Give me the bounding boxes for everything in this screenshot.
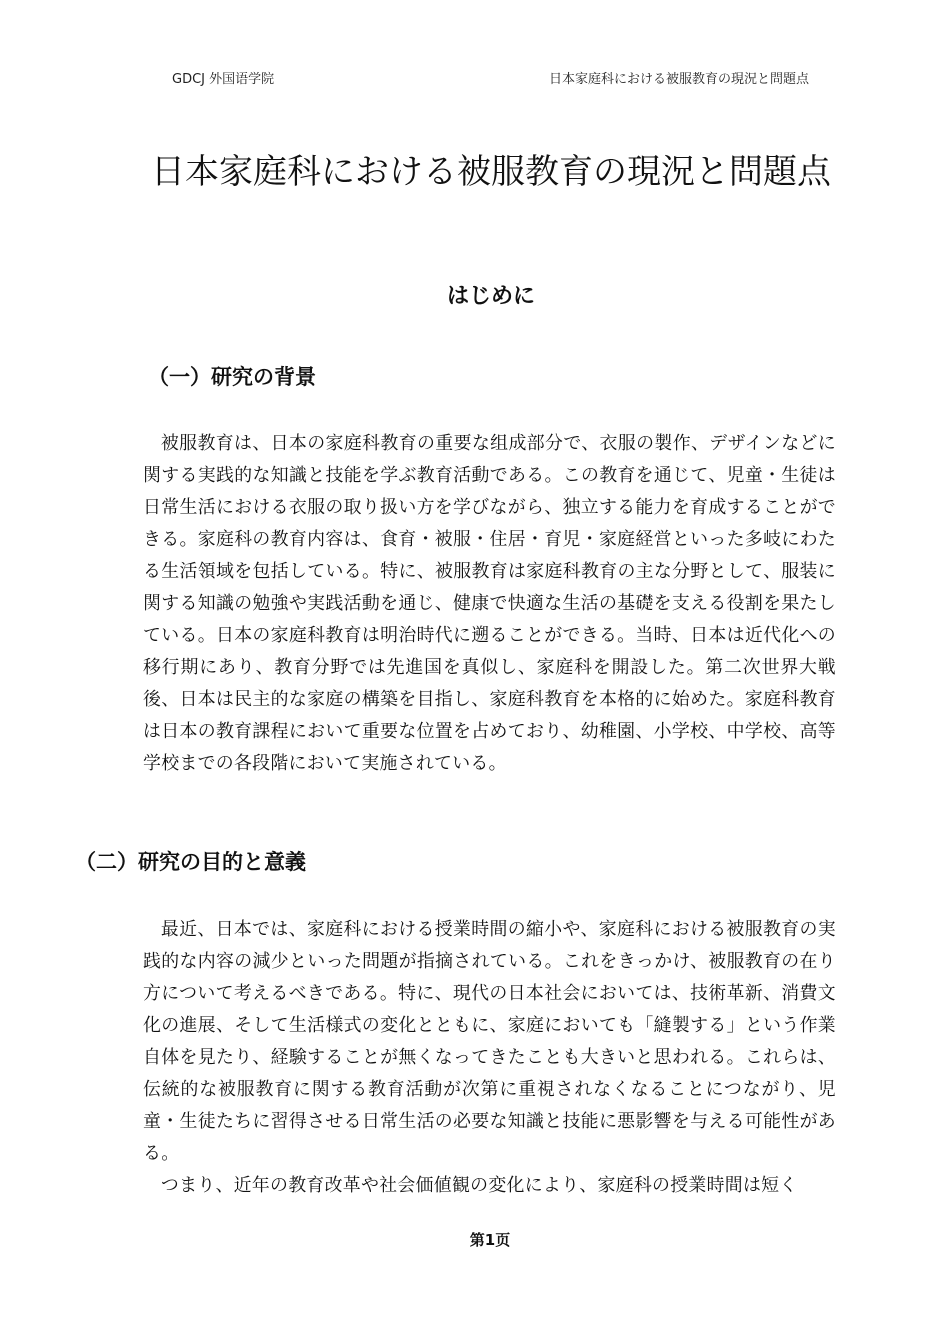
running-header-right: 日本家庭科における被服教育の現況と問題点 <box>548 72 809 87</box>
paragraph-background: 被服教育は、日本の家庭科教育の重要な组成部分で、衣服の製作、デザインなどに関する実践的な知識と技能を学ぶ教育活動である。この教育を通じて、児童・生徒は日常生活における衣服の取り扱い方を学びながら、独立する能力を育成することができる。家庭科の教育内容は、食育・被服・住居・育児・家庭経営といった多岐にわたる生活領域を包括している。特に、被服教育は家庭科教育の主な分野として、服装に関する知識の勉強や実践活動を通じ、健康で快適な生活の基礎を支える役割を果たしている。日本の家庭科教育は明治時代に遡ることができる。当時、日本は近代化への移行期にあり、教育分野では先進国を真似し、家庭科を開設した。第二次世界大戦後、日本は民主的な家庭の構築を目指し、家庭科教育を本格的に始めた。家庭科教育は日本の教育課程において重要な位置を占めており、幼稚園、小学校、中学校、高等学校までの各段階において実施されている。 <box>143 433 836 774</box>
section-heading-purpose: （二）研究の目的と意義 <box>75 850 306 874</box>
page-number: 第1页 <box>469 1231 511 1249</box>
section-heading-background: （一）研究の背景 <box>148 365 316 389</box>
paragraph-purpose: 最近、日本では、家庭科における授業時間の縮小や、家庭科における被服教育の実践的な内容の減少といった問題が指摘されている。これをきっかけ、被服教育の在り方について考えるべきである。特に、現代の日本社会においては、技術革新、消費文化の進展、そして生活様式の変化とともに、家庭においても「縫製する」という作業自体を見たり、経験することが無くなってきたことも大きいと思われる。これらは、伝統的な被服教育に関する教育活動が次第に重視されなくなることにつながり、児童・生徒たちに習得させる日常生活の必要な知識と技能に悪影響を与える可能性がある。 <box>143 919 836 1164</box>
running-header-left: GDCJ 外国语学院 <box>172 72 275 87</box>
document-title: 日本家庭科における被服教育の現況と問題点 <box>151 152 831 192</box>
paragraph-purpose-continued: つまり、近年の教育改革や社会価値観の変化により、家庭科の授業時間は短く <box>160 1175 798 1196</box>
intro-heading: はじめに <box>446 284 535 309</box>
